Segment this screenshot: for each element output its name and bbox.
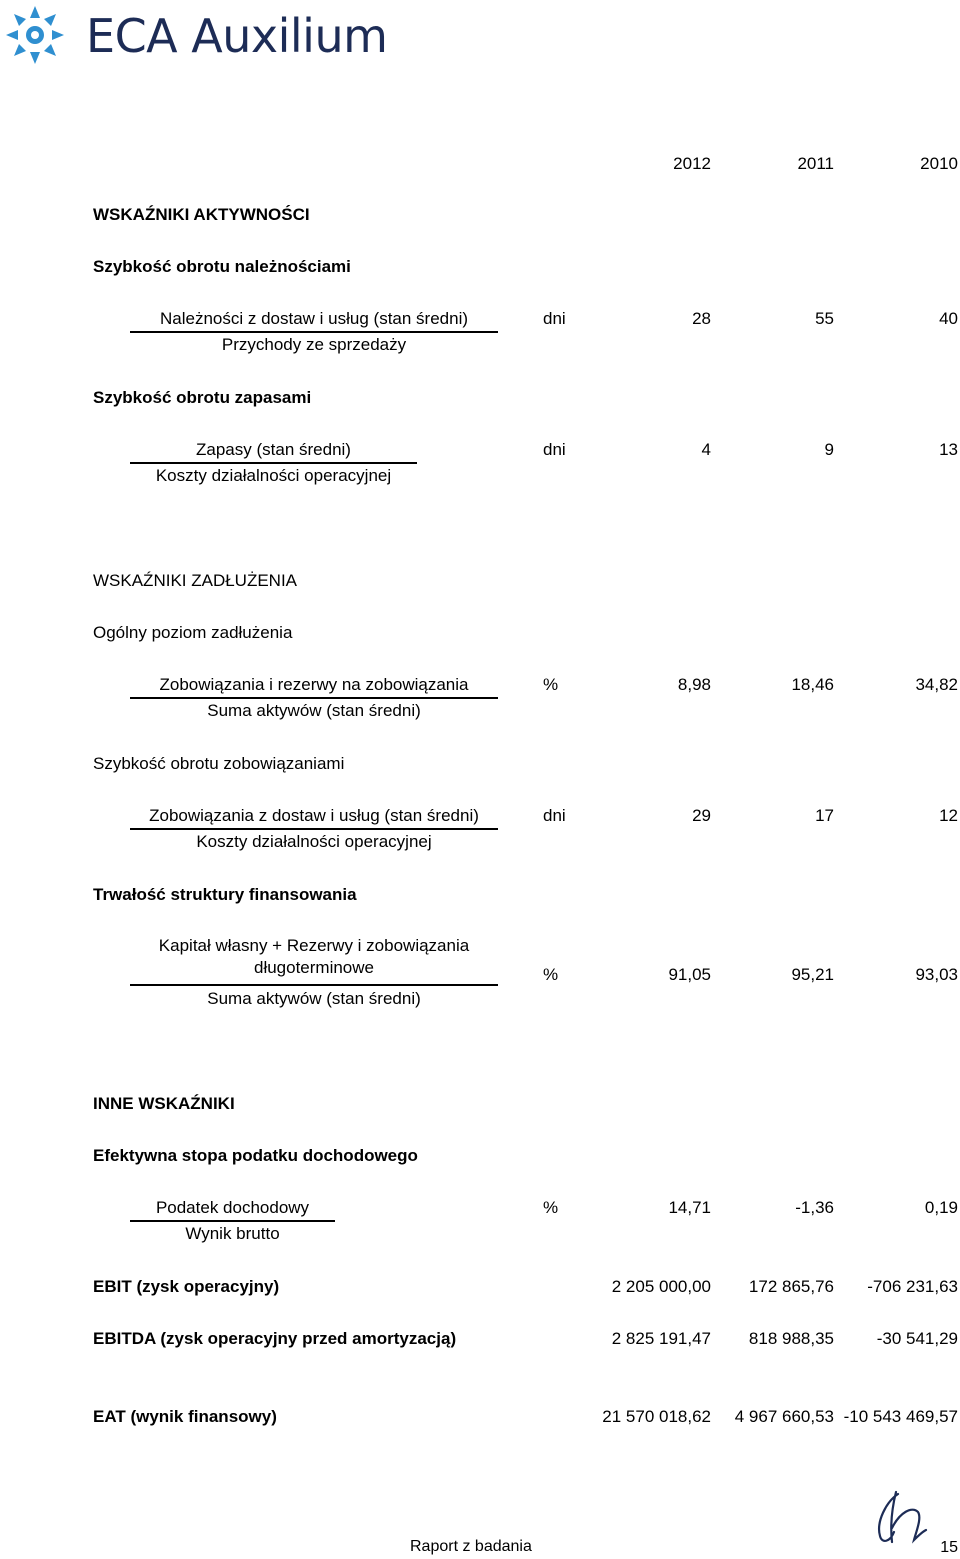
- page-number: 15: [940, 1539, 958, 1556]
- eat-2010: -10 543 469,57: [843, 1407, 958, 1426]
- indicator-title: Trwałość struktury finansowania: [93, 885, 357, 904]
- section-title-aktywnosc: WSKAŹNIKI AKTYWNOŚCI: [93, 205, 310, 224]
- value-2012: 91,05: [668, 965, 711, 984]
- ratio-denominator: Koszty działalności operacyjnej: [196, 832, 432, 851]
- value-2010: 34,82: [915, 675, 958, 694]
- ratio-numerator: Podatek dochodowy: [155, 1198, 310, 1217]
- ebit-2010: -706 231,63: [867, 1277, 958, 1296]
- ratio-numerator: Zobowiązania i rezerwy na zobowiązania: [159, 675, 469, 694]
- fraction-line: [130, 984, 498, 986]
- indicator-title: Efektywna stopa podatku dochodowego: [93, 1146, 418, 1165]
- indicator-title: Szybkość obrotu zobowiązaniami: [93, 754, 345, 773]
- ratio-denominator: Suma aktywów (stan średni): [207, 989, 421, 1008]
- ebitda-2011: 818 988,35: [748, 1329, 834, 1348]
- ebitda-label: EBITDA (zysk operacyjny przed amortyzacją): [93, 1329, 457, 1348]
- value-2011: 95,21: [791, 965, 834, 984]
- unit: dni: [543, 440, 566, 459]
- ratio-numerator: Zapasy (stan średni): [196, 440, 351, 459]
- fraction-line: [130, 331, 498, 333]
- fraction-line: [130, 828, 498, 830]
- unit: dni: [543, 309, 566, 328]
- eat-2011: 4 967 660,53: [734, 1407, 834, 1426]
- ebitda-2012: 2 825 191,47: [611, 1329, 711, 1348]
- value-2010: 40: [939, 309, 958, 328]
- indicator-title: Ogólny poziom zadłużenia: [93, 623, 293, 642]
- ratio-numerator: Należności z dostaw i usług (stan średni): [159, 309, 469, 328]
- ratio-denominator: Wynik brutto: [185, 1224, 280, 1243]
- fraction-line: [130, 462, 417, 464]
- ratio-denominator: Przychody ze sprzedaży: [221, 335, 407, 354]
- unit: dni: [543, 806, 566, 825]
- ratio-denominator: Suma aktywów (stan średni): [207, 701, 421, 720]
- year-2012-header: 2012: [673, 154, 711, 173]
- value-2010: 0,19: [924, 1198, 958, 1217]
- section-title-zadluzenie: WSKAŹNIKI ZADŁUŻENIA: [93, 571, 298, 590]
- indicator-title: Szybkość obrotu należnościami: [93, 257, 351, 276]
- value-2010: 13: [939, 440, 958, 459]
- year-2010-header: 2010: [920, 154, 958, 173]
- ratio-numerator: Zobowiązania z dostaw i usług (stan średni): [149, 806, 479, 825]
- ratio-numerator-line1: Kapitał własny + Rezerwy i zobowiązania: [158, 936, 470, 955]
- value-2012: 14,71: [668, 1198, 711, 1217]
- ebit-2011: 172 865,76: [748, 1277, 834, 1296]
- value-2012: 4: [701, 440, 711, 459]
- star-logo-icon: [4, 4, 66, 66]
- section-title-inne: INNE WSKAŹNIKI: [93, 1094, 235, 1113]
- ebitda-2010: -30 541,29: [876, 1329, 958, 1348]
- value-2010: 93,03: [915, 965, 958, 984]
- year-2011-header: 2011: [797, 154, 834, 173]
- ebit-label: EBIT (zysk operacyjny): [93, 1277, 280, 1296]
- fraction-line: [130, 697, 498, 699]
- value-2011: 18,46: [791, 675, 834, 694]
- eat-2012: 21 570 018,62: [602, 1407, 711, 1426]
- value-2011: -1,36: [795, 1198, 834, 1217]
- value-2010: 12: [939, 806, 958, 825]
- unit: %: [543, 965, 559, 984]
- value-2012: 29: [692, 806, 711, 825]
- value-2011: 17: [815, 806, 834, 825]
- value-2012: 28: [692, 309, 711, 328]
- brand-name: ECA Auxilium: [86, 9, 388, 63]
- ebit-2012: 2 205 000,00: [611, 1277, 711, 1296]
- value-2011: 55: [815, 309, 834, 328]
- unit: %: [543, 675, 559, 694]
- fraction-line: [130, 1220, 335, 1222]
- eat-label: EAT (wynik finansowy): [93, 1407, 277, 1426]
- indicator-title: Szybkość obrotu zapasami: [93, 388, 312, 407]
- ratio-numerator-line2: długoterminowe: [253, 958, 374, 977]
- ratio-denominator: Koszty działalności operacyjnej: [155, 466, 392, 485]
- footer-report-label: Raport z badania: [410, 1538, 532, 1555]
- value-2011: 9: [824, 440, 834, 459]
- unit: %: [543, 1198, 559, 1217]
- value-2012: 8,98: [677, 675, 711, 694]
